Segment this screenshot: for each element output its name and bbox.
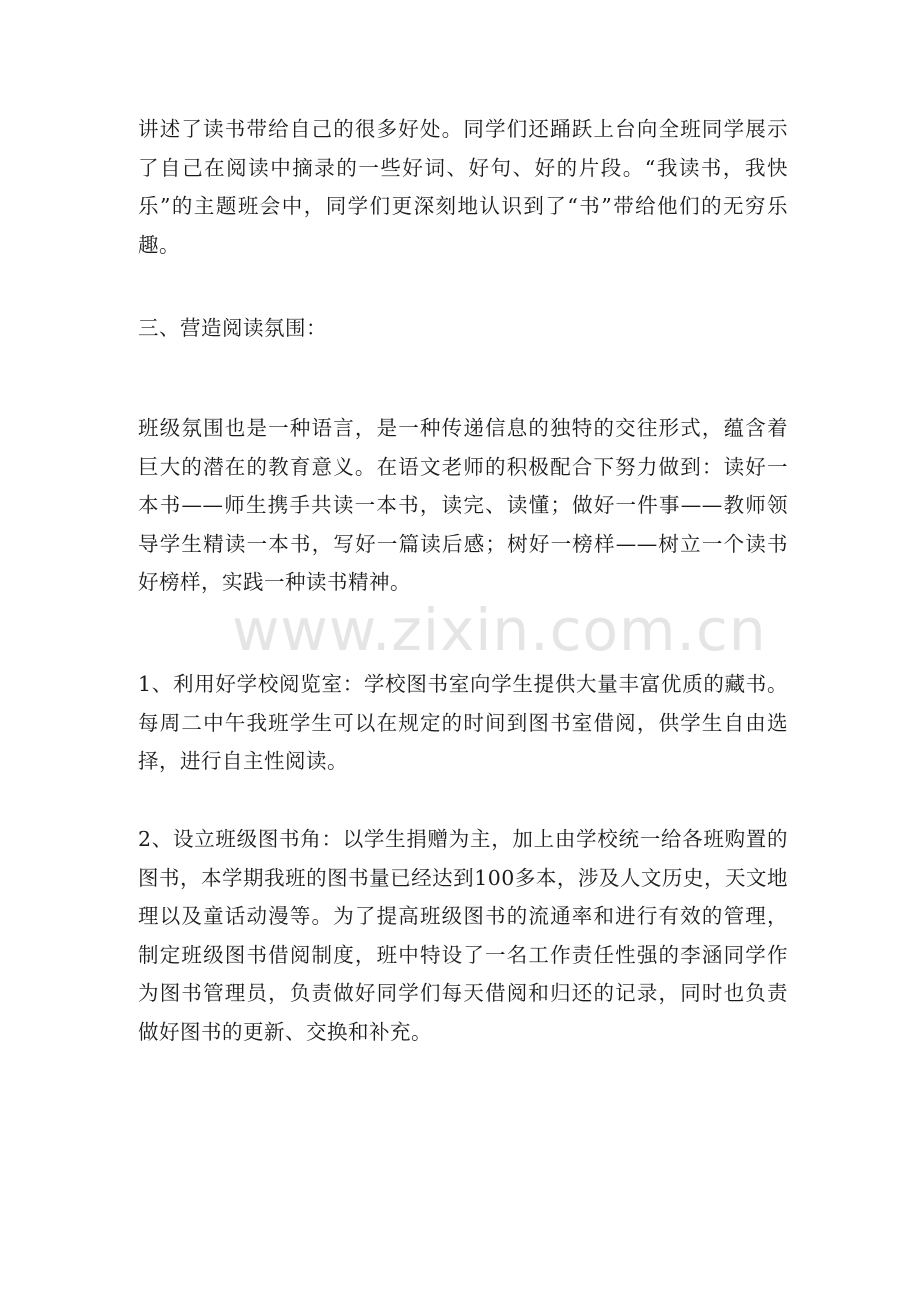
paragraph-class-book-corner: 2、设立班级图书角：以学生捐赠为主，加上由学校统一给各班购置的图书，本学期我班的图书量已经达到100多本，涉及人文历史，天文地理以及童话动漫等。为了提高班级图书的流通率和进行有效的管理，制定班级图书借阅制度，班中特设了一名工作责任性强的李涵同学作为图书管理员，负责做好同学们每天借阅和归还的记录，同时也负责做好图书的更新、交换和补充。 bbox=[138, 827, 788, 1044]
watermark-text: www.zixin.com.cn bbox=[232, 596, 767, 664]
paragraph-reading-benefits: 讲述了读书带给自己的很多好处。同学们还踊跃上台向全班同学展示了自己在阅读中摘录的一些好词、好句、好的片段。“我读书，我快乐”的主题班会中，同学们更深刻地认识到了“书”带给他们的无穷乐趣。 bbox=[138, 117, 788, 257]
paragraph-class-atmosphere: 班级氛围也是一种语言，是一种传递信息的独特的交往形式，蕴含着巨大的潜在的教育意义。在语文老师的积极配合下努力做到：读好一本书——师生携手共读一本书，读完、读懂；做好一件事——教师领导学生精读一本书，写好一篇读后感；树好一榜样——树立一个读书好榜样，实践一种读书精神。 bbox=[138, 416, 788, 594]
section-heading-reading-atmosphere: 三、营造阅读氛围： bbox=[138, 316, 327, 340]
paragraph-school-reading-room: 1、利用好学校阅览室：学校图书室向学生提供大量丰富优质的藏书。每周二中午我班学生可以在规定的时间到图书室借阅，供学生自由选择，进行自主性阅读。 bbox=[138, 672, 788, 773]
